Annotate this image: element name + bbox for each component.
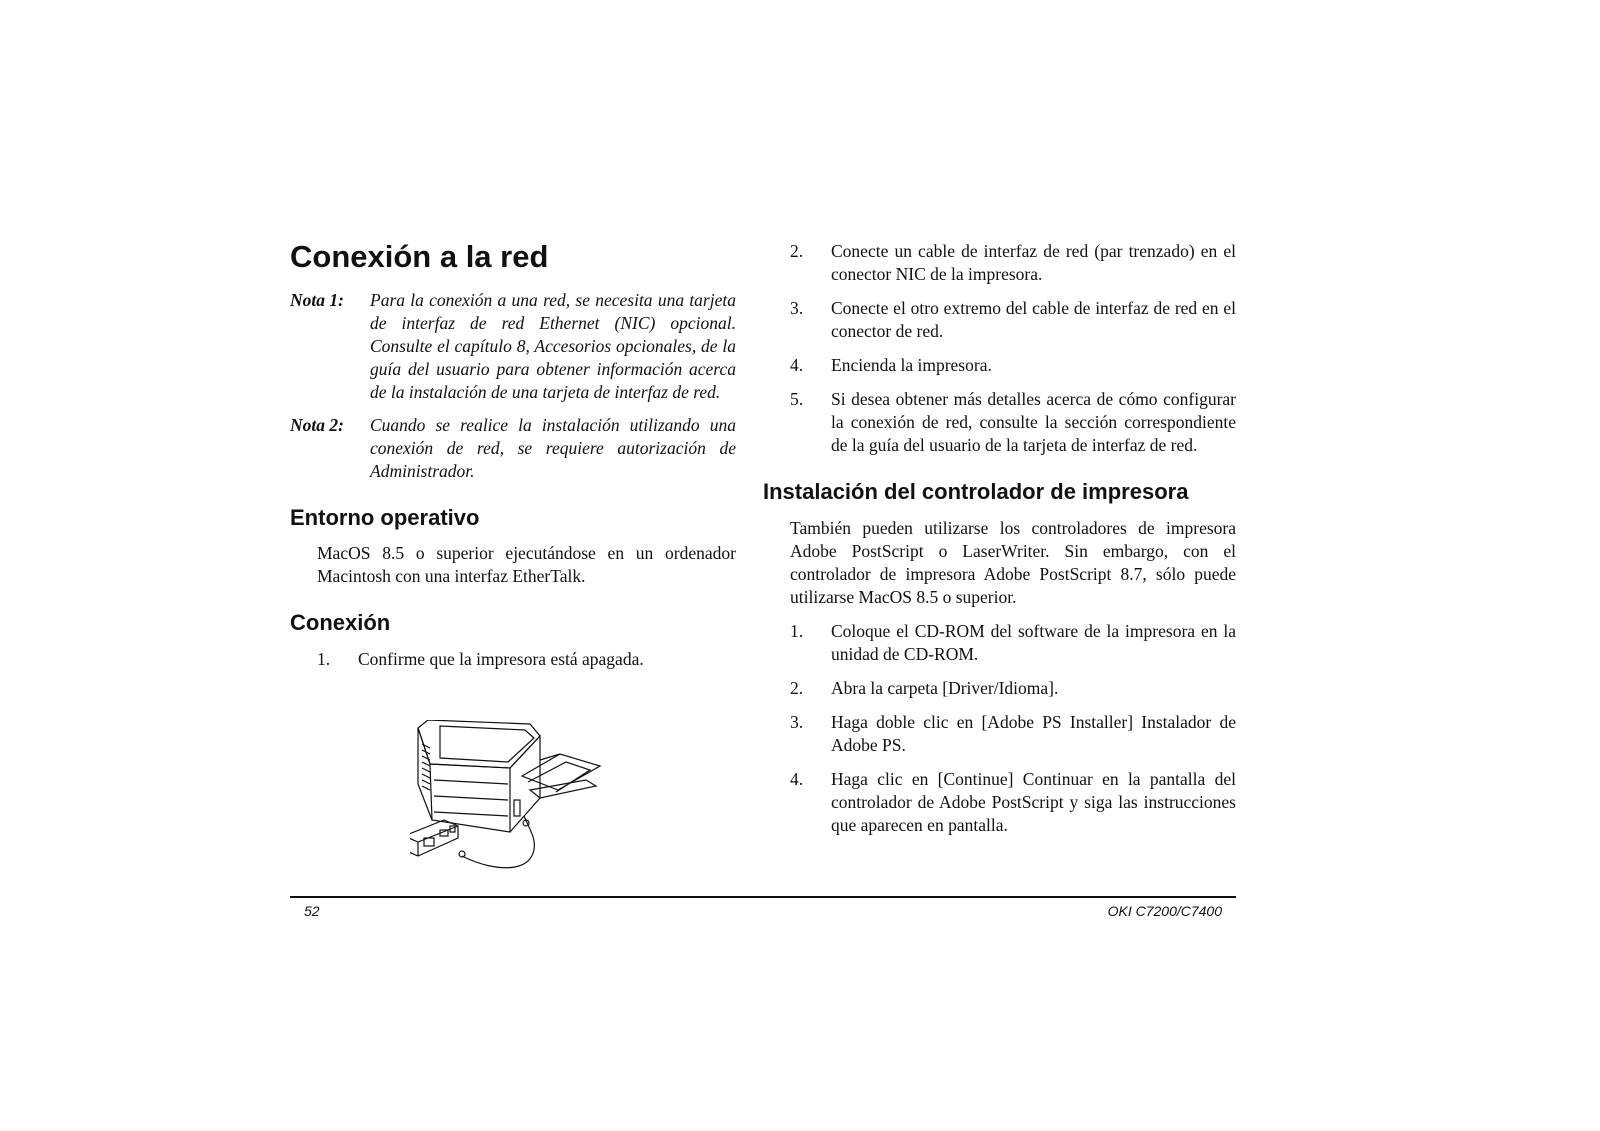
list-item [790, 711, 1236, 757]
left-column [290, 238, 736, 671]
item-text: Conecte el otro extremo del cable de interfaz de red en el conector de red. [831, 298, 1236, 341]
note-2 [290, 414, 736, 483]
note-text: Para la conexión a una red, se necesita una tarjeta de interfaz de red Ethernet (NIC) opcional. Consulte el capítulo 8, Accesorios opcionales, de la guía del usuario para obtener información acerca de la instalación de una tarjeta de interfaz de red. [370, 290, 736, 403]
item-number: 4. [790, 355, 804, 375]
list-item [790, 620, 1236, 666]
item-text: Confirme que la impresora está apagada. [358, 648, 644, 669]
item-number: 3. [790, 298, 804, 318]
item-number: 4. [790, 769, 804, 790]
list-item [790, 768, 1236, 837]
page-number: 52 [304, 903, 320, 919]
section-heading-conexion: Conexión [290, 609, 391, 635]
note-label: Nota 2: [290, 415, 344, 436]
item-text: Haga doble clic en [Adobe PS Installer] Instalador de Adobe PS. [831, 712, 1236, 756]
list-item [790, 388, 1236, 457]
list-item [790, 354, 1236, 377]
printer-network-illustration [410, 720, 610, 890]
note-label: Nota 1: [290, 290, 344, 311]
driver-paragraph: También pueden utilizarse los controladores de impresora Adobe PostScript o LaserWriter. Sin embargo, con el controlador de impresora Adobe PostScript 8.7, sólo puede utilizarse MacOS 8.5 o superior. [790, 518, 1236, 608]
section-heading-instalacion: Instalación del controlador de impresora [763, 479, 1189, 504]
item-number: 5. [790, 389, 804, 409]
item-text: Conecte un cable de interfaz de red (par trenzado) en el conector NIC de la impresora. [831, 241, 1236, 284]
item-number: 3. [790, 712, 804, 733]
section-heading-entorno: Entorno operativo [290, 505, 480, 531]
item-number: 2. [790, 678, 804, 699]
item-number: 2. [790, 241, 804, 261]
list-item [790, 240, 1236, 286]
item-text: Encienda la impresora. [831, 355, 992, 375]
list-item [790, 297, 1236, 343]
model-name: OKI C7200/C7400 [1107, 903, 1222, 919]
list-item [790, 677, 1236, 700]
env-paragraph: MacOS 8.5 o superior ejecutándose en un ordenador Macintosh con una interfaz EtherTalk. [317, 542, 736, 586]
item-number: 1. [790, 621, 804, 642]
note-text: Cuando se realice la instalación utilizando una conexión de red, se requiere autorización de Administrador. [370, 415, 736, 482]
item-number: 1. [317, 648, 331, 669]
right-column [763, 240, 1236, 848]
page-title: Conexión a la red [290, 239, 549, 274]
item-text: Haga clic en [Continue] Continuar en la pantalla del controlador de Adobe PostScript y siga las instrucciones que aparecen en pantalla. [831, 769, 1236, 836]
note-1 [290, 289, 736, 404]
item-text: Coloque el CD-ROM del software de la impresora en la unidad de CD-ROM. [831, 621, 1236, 665]
footer-divider [290, 896, 1236, 898]
list-item [317, 648, 736, 671]
item-text: Si desea obtener más detalles acerca de cómo configurar la conexión de red, consulte la sección correspondiente de la guía del usuario de la tarjeta de interfaz de red. [831, 389, 1236, 455]
item-text: Abra la carpeta [Driver/Idioma]. [831, 678, 1059, 699]
